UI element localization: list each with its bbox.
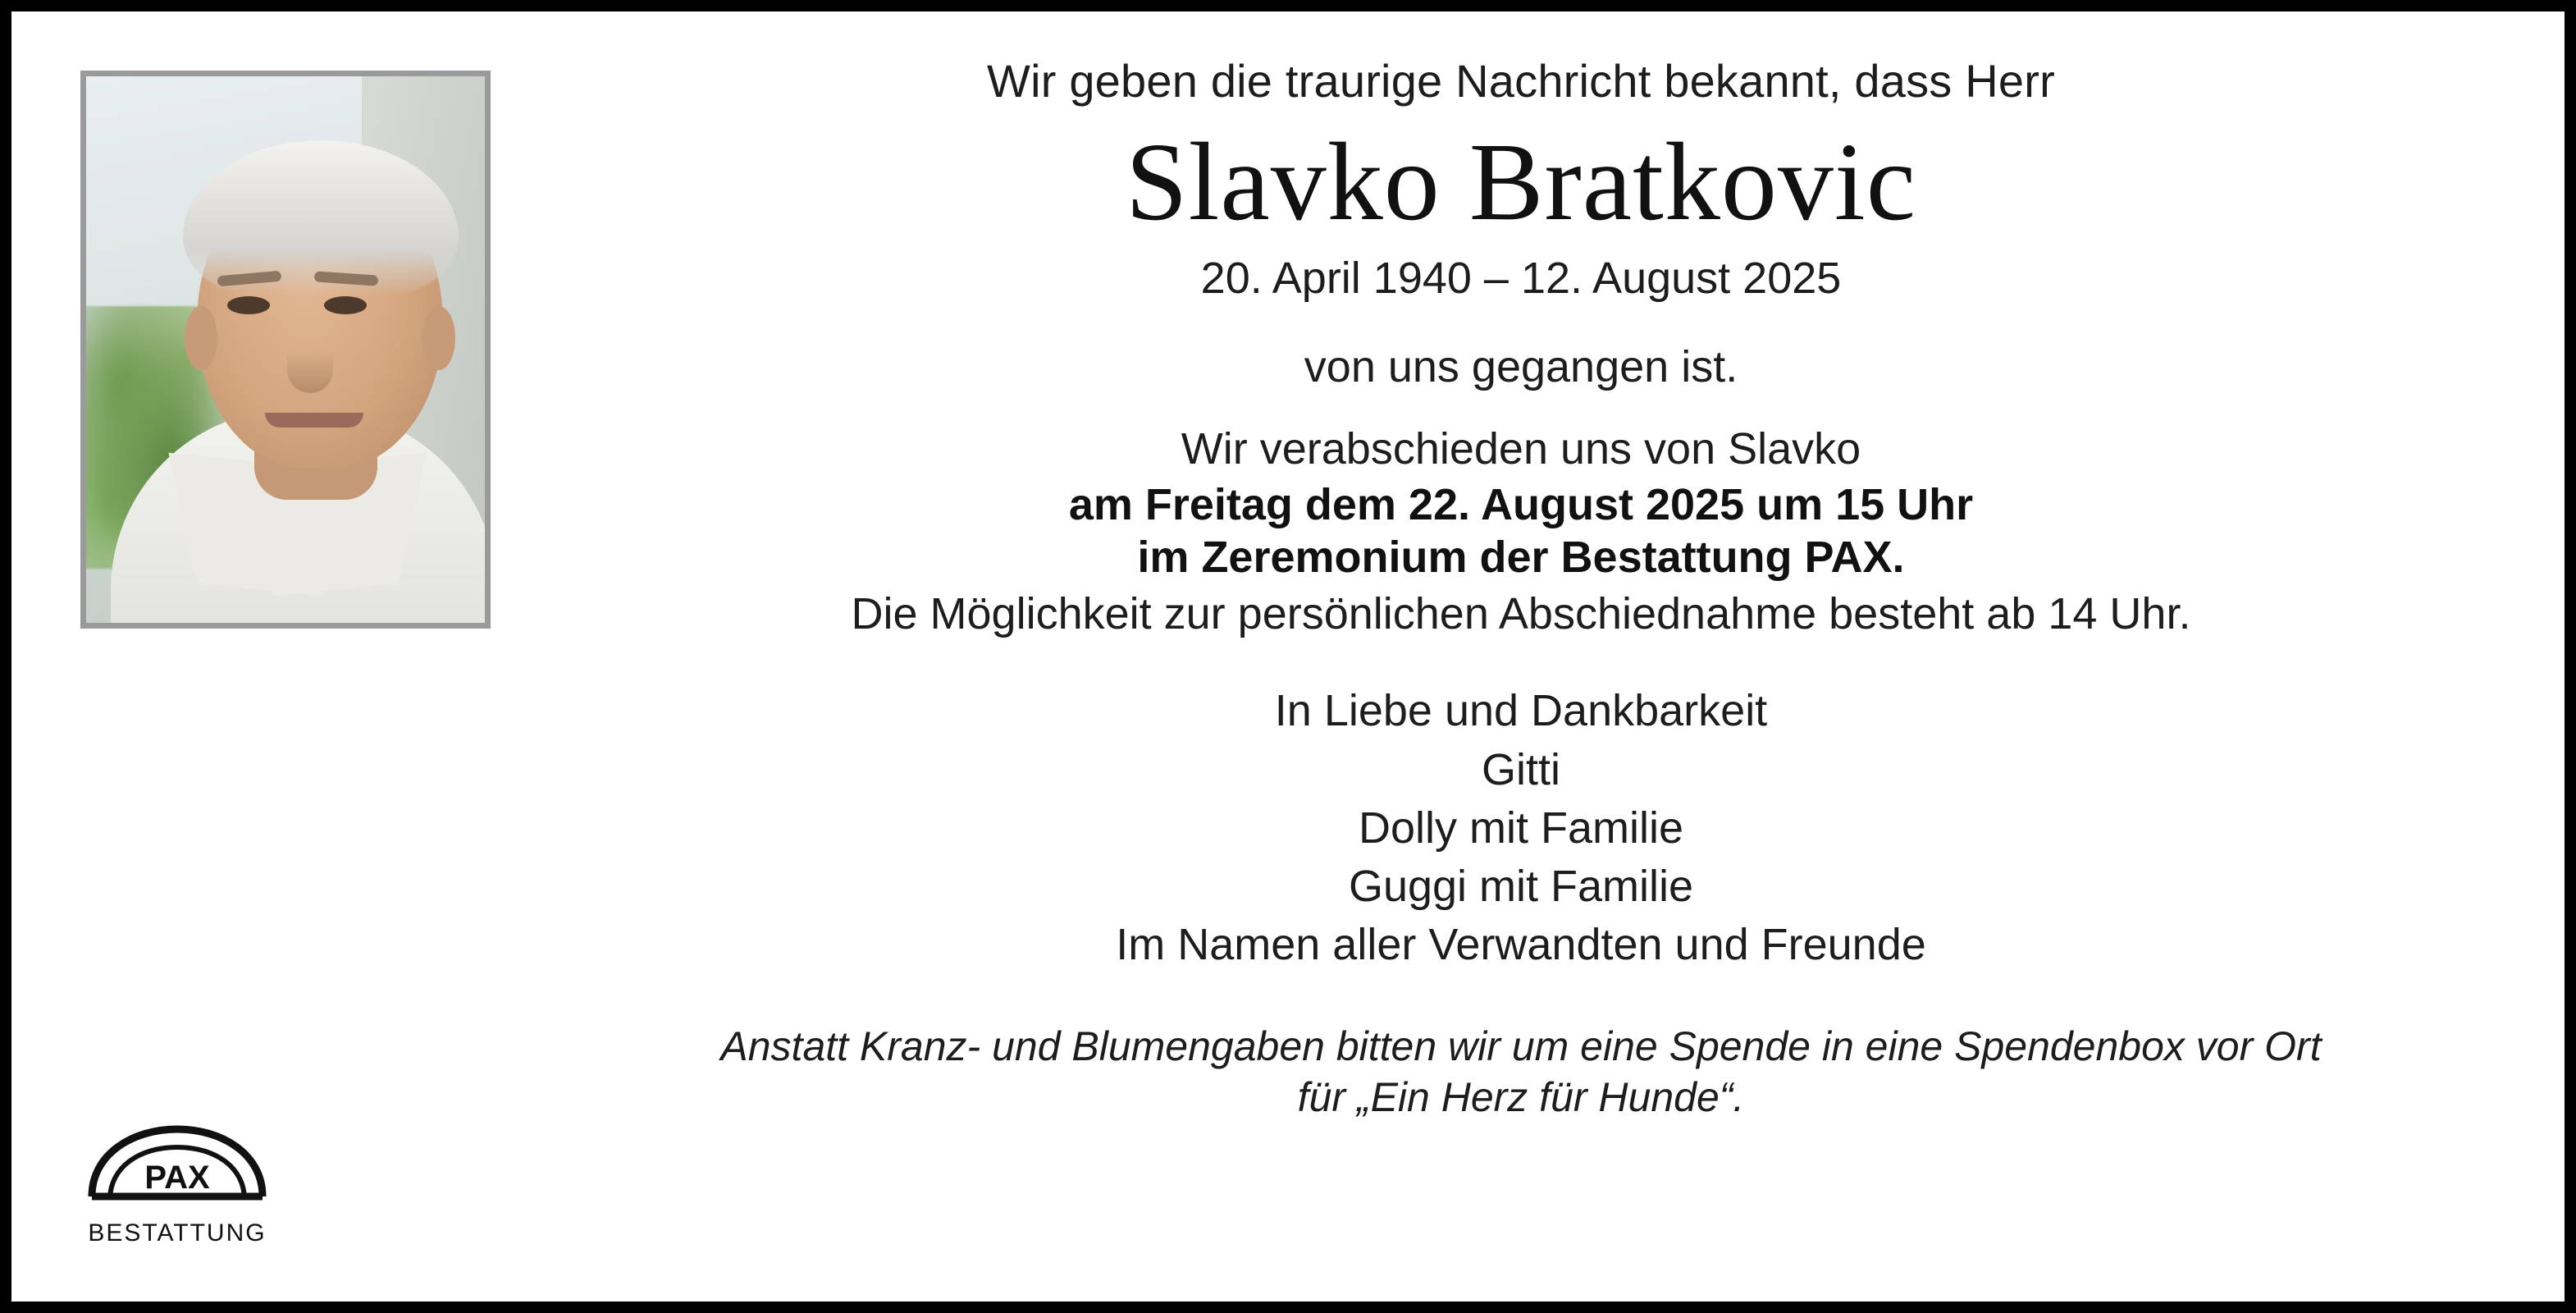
photo-eye-left bbox=[227, 296, 270, 314]
photo-eye-right bbox=[324, 296, 367, 314]
ceremony-datetime: am Freitag dem 22. August 2025 um 15 Uhr bbox=[1068, 479, 1974, 529]
survivor-item: Guggi mit Familie bbox=[1348, 862, 1694, 912]
survivor-item: Gitti bbox=[1481, 744, 1560, 794]
intro-line: Wir geben die traurige Nachricht bekannt, dass Herr bbox=[987, 55, 2055, 107]
photo-mouth bbox=[265, 413, 363, 428]
viewing-availability: Die Möglichkeit zur persönlichen Abschiednahme besteht ab 14 Uhr. bbox=[851, 589, 2191, 639]
passed-line: von uns gegangen ist. bbox=[1304, 341, 1738, 391]
survivor-item: Dolly mit Familie bbox=[1358, 803, 1684, 853]
photo-ear-right bbox=[422, 306, 455, 370]
svg-text:PAX: PAX bbox=[144, 1160, 210, 1196]
donation-note-line2: für „Ein Herz für Hunde“. bbox=[1297, 1074, 1745, 1121]
svg-text:BESTATTUNG: BESTATTUNG bbox=[88, 1219, 267, 1247]
photo-ear-left bbox=[185, 306, 217, 370]
deceased-name: Slavko Bratkovic bbox=[1125, 121, 1917, 244]
portrait-photo bbox=[80, 71, 491, 629]
life-dates: 20. April 1940 – 12. August 2025 bbox=[1200, 253, 1842, 303]
farewell-intro: Wir verabschieden uns von Slavko bbox=[1181, 423, 1861, 474]
gratitude-line: In Liebe und Dankbarkeit bbox=[1274, 686, 1768, 736]
notice-inner bbox=[11, 11, 2565, 1302]
photo-nose bbox=[287, 323, 333, 393]
pax-logo-icon bbox=[85, 1121, 290, 1252]
ceremony-location: im Zeremonium der Bestattung PAX. bbox=[1137, 532, 1905, 582]
donation-note-line1: Anstatt Kranz- und Blumengaben bitten wir um eine Spende in eine Spendenbox vor Ort bbox=[720, 1022, 2322, 1069]
pax-logo bbox=[85, 1121, 290, 1252]
notice-text-column bbox=[520, 54, 2522, 1123]
survivor-item: Im Namen aller Verwandten und Freunde bbox=[1116, 920, 1926, 970]
